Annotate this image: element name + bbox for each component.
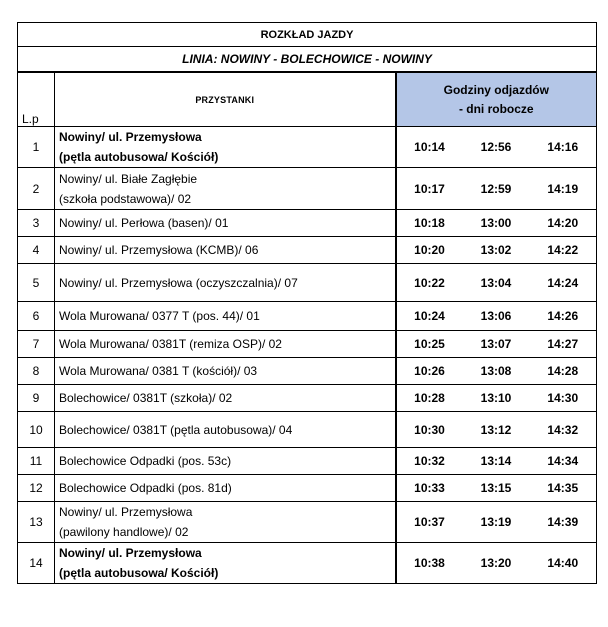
row-number: 5 bbox=[18, 264, 55, 302]
stop-name-line1: Nowiny/ ul. Przemysłowa bbox=[59, 505, 193, 519]
stop-name-line1: Nowiny/ ul. Przemysłowa bbox=[59, 546, 202, 560]
row-number: 7 bbox=[18, 331, 55, 358]
row-number: 10 bbox=[18, 412, 55, 448]
departure-time: 10:28 bbox=[396, 385, 463, 412]
departure-time: 14:19 bbox=[530, 168, 597, 210]
table-row bbox=[18, 502, 597, 543]
departure-time: 10:24 bbox=[396, 302, 463, 331]
row-number: 11 bbox=[18, 448, 55, 475]
row-number: 8 bbox=[18, 358, 55, 385]
departure-time: 10:38 bbox=[396, 543, 463, 584]
departure-time: 13:08 bbox=[463, 358, 530, 385]
departure-time: 10:37 bbox=[396, 502, 463, 543]
row-number: 3 bbox=[18, 210, 55, 237]
stop-name bbox=[55, 331, 396, 358]
departure-time: 14:16 bbox=[530, 127, 597, 168]
departure-times-header-line2: - dni robocze bbox=[458, 101, 534, 116]
departure-time: 12:56 bbox=[463, 127, 530, 168]
departure-time: 13:00 bbox=[463, 210, 530, 237]
stop-name-line1: Bolechowice/ 0381T (szkoła)/ 02 bbox=[59, 391, 233, 405]
stop-name bbox=[55, 127, 396, 168]
stop-name-line1: Wola Murowana/ 0381T (remiza OSP)/ 02 bbox=[59, 337, 282, 351]
departure-time: 14:32 bbox=[530, 412, 597, 448]
stop-name-line2: (pawilony handlowe)/ 02 bbox=[59, 525, 189, 539]
table-row bbox=[18, 358, 597, 385]
departure-times-header-line1: Godziny odjazdów bbox=[443, 82, 549, 97]
departure-time: 14:24 bbox=[530, 264, 597, 302]
row-number: 4 bbox=[18, 237, 55, 264]
departure-time: 10:32 bbox=[396, 448, 463, 475]
row-number: 12 bbox=[18, 475, 55, 502]
row-number: 6 bbox=[18, 302, 55, 331]
table-row bbox=[18, 543, 597, 584]
stop-name bbox=[55, 543, 396, 584]
table-row bbox=[18, 448, 597, 475]
departure-time: 13:10 bbox=[463, 385, 530, 412]
departure-time: 13:19 bbox=[463, 502, 530, 543]
stop-name bbox=[55, 302, 396, 331]
departure-time: 14:34 bbox=[530, 448, 597, 475]
table-row bbox=[18, 302, 597, 331]
lp-header: L.p bbox=[18, 72, 55, 127]
departure-time: 10:22 bbox=[396, 264, 463, 302]
stop-name-line1: Bolechowice/ 0381T (pętla autobusowa)/ 04 bbox=[59, 422, 293, 437]
stop-name bbox=[55, 412, 396, 448]
departure-time: 10:26 bbox=[396, 358, 463, 385]
departure-time: 14:22 bbox=[530, 237, 597, 264]
departure-time: 13:14 bbox=[463, 448, 530, 475]
departure-time: 13:02 bbox=[463, 237, 530, 264]
departure-time: 10:18 bbox=[396, 210, 463, 237]
table-row bbox=[18, 412, 597, 448]
departure-time: 10:20 bbox=[396, 237, 463, 264]
departure-time: 13:20 bbox=[463, 543, 530, 584]
departure-time: 13:07 bbox=[463, 331, 530, 358]
departure-time: 10:33 bbox=[396, 475, 463, 502]
stop-name-line1: Nowiny/ ul. Perłowa (basen)/ 01 bbox=[59, 216, 229, 230]
departure-time: 13:04 bbox=[463, 264, 530, 302]
row-number: 1 bbox=[18, 127, 55, 168]
stop-name-line1: Wola Murowana/ 0377 T (pos. 44)/ 01 bbox=[59, 309, 260, 323]
departure-time: 14:26 bbox=[530, 302, 597, 331]
table-row bbox=[18, 237, 597, 264]
departure-time: 14:39 bbox=[530, 502, 597, 543]
stop-name-line1: Nowiny/ ul. Białe Zagłębie bbox=[59, 171, 198, 186]
departure-time: 10:17 bbox=[396, 168, 463, 210]
table-row bbox=[18, 127, 597, 168]
departure-times-header bbox=[396, 72, 597, 127]
departure-time: 13:06 bbox=[463, 302, 530, 331]
departure-time: 14:35 bbox=[530, 475, 597, 502]
table-row bbox=[18, 475, 597, 502]
departure-time: 13:12 bbox=[463, 412, 530, 448]
departure-time: 14:20 bbox=[530, 210, 597, 237]
departure-time: 14:30 bbox=[530, 385, 597, 412]
stop-name bbox=[55, 385, 396, 412]
stop-name bbox=[55, 448, 396, 475]
table-row bbox=[18, 331, 597, 358]
table-row bbox=[18, 168, 597, 210]
departure-time: 10:30 bbox=[396, 412, 463, 448]
stops-header: PRZYSTANKI bbox=[55, 72, 396, 127]
stop-name bbox=[55, 264, 396, 302]
departure-time: 10:25 bbox=[396, 331, 463, 358]
table-row bbox=[18, 385, 597, 412]
stop-name bbox=[55, 358, 396, 385]
timetable-title: ROZKŁAD JAZDY bbox=[18, 23, 597, 47]
stop-name-line1: Nowiny/ ul. Przemysłowa (oczyszczalnia)/ 07 bbox=[59, 275, 298, 290]
stop-name-line1: Nowiny/ ul. Przemysłowa (KCMB)/ 06 bbox=[59, 243, 259, 257]
departure-time: 14:27 bbox=[530, 331, 597, 358]
departure-time: 14:28 bbox=[530, 358, 597, 385]
row-number: 14 bbox=[18, 543, 55, 584]
table-row bbox=[18, 210, 597, 237]
stop-name-line2: (szkoła podstawowa)/ 02 bbox=[59, 191, 192, 206]
departure-time: 13:15 bbox=[463, 475, 530, 502]
stop-name bbox=[55, 237, 396, 264]
stop-name-line2: (pętla autobusowa/ Kościół) bbox=[59, 150, 219, 164]
row-number: 9 bbox=[18, 385, 55, 412]
stop-name bbox=[55, 168, 396, 210]
stop-name bbox=[55, 475, 396, 502]
line-name: LINIA: NOWINY - BOLECHOWICE - NOWINY bbox=[18, 47, 597, 73]
stop-name-line1: Wola Murowana/ 0381 T (kościół)/ 03 bbox=[59, 364, 258, 378]
departure-time: 12:59 bbox=[463, 168, 530, 210]
table-row bbox=[18, 264, 597, 302]
stop-name-line1: Nowiny/ ul. Przemysłowa bbox=[59, 130, 202, 144]
row-number: 2 bbox=[18, 168, 55, 210]
stop-name-line2: (pętla autobusowa/ Kościół) bbox=[59, 566, 219, 580]
stop-name-line1: Bolechowice Odpadki (pos. 53c) bbox=[59, 454, 232, 468]
timetable bbox=[17, 22, 597, 584]
row-number: 13 bbox=[18, 502, 55, 543]
stop-name-line1: Bolechowice Odpadki (pos. 81d) bbox=[59, 481, 232, 495]
stop-name bbox=[55, 502, 396, 543]
departure-time: 10:14 bbox=[396, 127, 463, 168]
departure-time: 14:40 bbox=[530, 543, 597, 584]
stop-name bbox=[55, 210, 396, 237]
